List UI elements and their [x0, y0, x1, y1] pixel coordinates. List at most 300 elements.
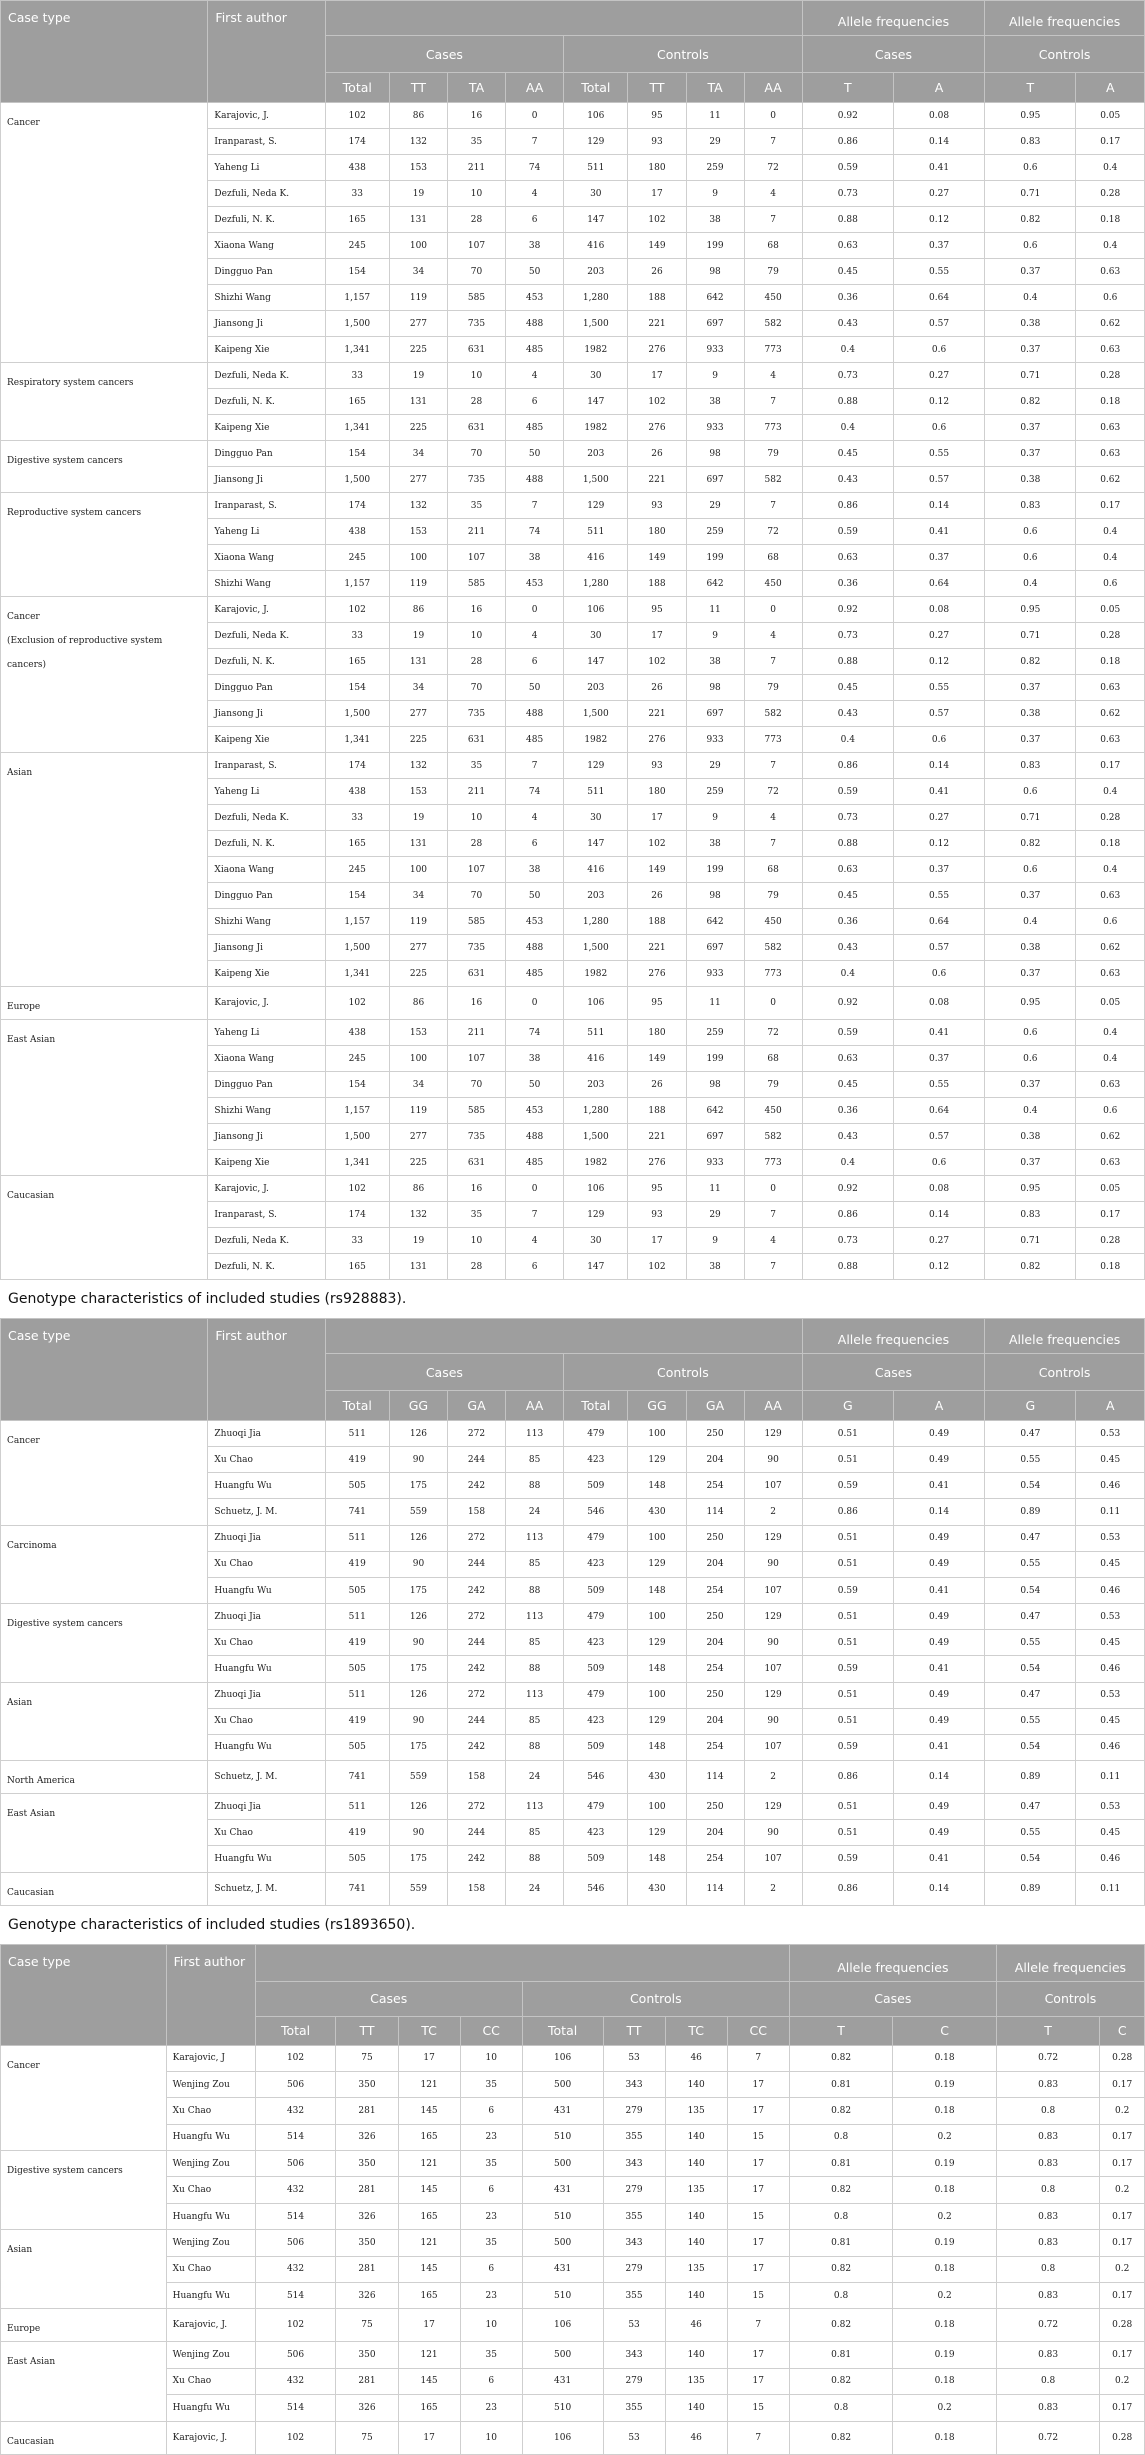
value-cell: 343 [603, 2151, 665, 2177]
value-cell: 140 [665, 2151, 727, 2177]
case-type-label: Caucasian [7, 2436, 55, 2447]
value-cell: 74 [506, 519, 564, 545]
value-cell: 7 [744, 129, 802, 155]
value-cell: 0.28 [1076, 805, 1145, 831]
value-cell: 272 [447, 1421, 505, 1447]
value-cell: 279 [603, 2098, 665, 2124]
value-cell: 174 [325, 129, 389, 155]
value-cell: 438 [325, 779, 389, 805]
value-cell: 0.54 [985, 1577, 1076, 1603]
value-cell: 4 [506, 1228, 564, 1254]
value-cell: 277 [389, 1124, 447, 1150]
value-cell: 0.47 [985, 1421, 1076, 1447]
header-af-controls: Controls [985, 1354, 1145, 1391]
value-cell: 10 [447, 805, 505, 831]
value-cell: 129 [564, 129, 628, 155]
author-cell: Kaipeng Xie [208, 1150, 325, 1176]
value-cell: 0.37 [985, 259, 1076, 285]
value-cell: 132 [389, 1202, 447, 1228]
author-cell: Huangfu Wu [166, 2395, 255, 2421]
column-header: TC [398, 2016, 460, 2045]
value-cell: 0.59 [802, 519, 893, 545]
value-cell: 10 [447, 623, 505, 649]
value-cell: 0.63 [802, 545, 893, 571]
value-cell: 0.2 [893, 2395, 997, 2421]
value-cell: 15 [727, 2124, 789, 2150]
value-cell: 242 [447, 1473, 505, 1499]
value-cell: 0.55 [985, 1820, 1076, 1846]
value-cell: 2 [744, 1499, 802, 1525]
value-cell: 98 [686, 883, 744, 909]
value-cell: 0.73 [802, 363, 893, 389]
value-cell: 7 [727, 2421, 789, 2454]
case-type-cell [1, 1794, 208, 1872]
value-cell: 0.47 [985, 1794, 1076, 1820]
value-cell: 16 [447, 597, 505, 623]
value-cell: 0.37 [985, 961, 1076, 987]
case-type-cell [1, 2309, 167, 2342]
value-cell: 0.18 [893, 2045, 997, 2071]
value-cell: 585 [447, 1098, 505, 1124]
value-cell: 15 [727, 2395, 789, 2421]
value-cell: 17 [727, 2368, 789, 2394]
column-header: T [985, 73, 1076, 103]
author-cell: Xu Chao [166, 2098, 255, 2124]
value-cell: 0.17 [1100, 2071, 1145, 2097]
value-cell: 0.55 [893, 441, 984, 467]
value-cell: 0.12 [893, 1254, 984, 1280]
value-cell: 72 [744, 779, 802, 805]
case-type-cell [1, 1872, 208, 1905]
author-cell: Dezfuli, Neda K. [208, 1228, 325, 1254]
author-cell: Dezfuli, N. K. [208, 207, 325, 233]
value-cell: 26 [628, 675, 686, 701]
value-cell: 24 [506, 1499, 564, 1525]
value-cell: 38 [686, 207, 744, 233]
value-cell: 70 [447, 441, 505, 467]
value-cell: 100 [628, 1525, 686, 1551]
value-cell: 0.83 [985, 129, 1076, 155]
value-cell: 147 [564, 649, 628, 675]
value-cell: 0.73 [802, 623, 893, 649]
value-cell: 500 [522, 2342, 603, 2368]
case-type-label: East Asian [7, 1035, 56, 1045]
value-cell: 510 [522, 2283, 603, 2309]
value-cell: 0.4 [1076, 1020, 1145, 1046]
value-cell: 17 [398, 2045, 460, 2071]
table-row [1, 1794, 1145, 1820]
value-cell: 126 [389, 1604, 447, 1630]
table-row [1, 2045, 1145, 2071]
value-cell: 259 [686, 779, 744, 805]
value-cell: 68 [744, 233, 802, 259]
case-type-cell [1, 363, 208, 441]
value-cell: 0.37 [893, 1046, 984, 1072]
value-cell: 10 [460, 2421, 522, 2454]
value-cell: 505 [325, 1577, 389, 1603]
value-cell: 119 [389, 909, 447, 935]
value-cell: 90 [389, 1820, 447, 1846]
value-cell: 38 [506, 1046, 564, 1072]
value-cell: 0.72 [996, 2309, 1100, 2342]
value-cell: 15 [727, 2283, 789, 2309]
value-cell: 204 [686, 1630, 744, 1656]
value-cell: 0.36 [802, 1098, 893, 1124]
value-cell: 0.2 [893, 2283, 997, 2309]
value-cell: 0.37 [985, 441, 1076, 467]
value-cell: 35 [460, 2230, 522, 2256]
author-cell: Huangfu Wu [208, 1473, 325, 1499]
value-cell: 242 [447, 1734, 505, 1760]
value-cell: 4 [744, 363, 802, 389]
value-cell: 0.6 [985, 545, 1076, 571]
value-cell: 100 [628, 1421, 686, 1447]
author-cell: Xu Chao [208, 1447, 325, 1473]
value-cell: 0.37 [893, 857, 984, 883]
value-cell: 0.6 [985, 519, 1076, 545]
value-cell: 0.08 [893, 987, 984, 1020]
value-cell: 7 [744, 389, 802, 415]
value-cell: 188 [628, 571, 686, 597]
value-cell: 511 [564, 779, 628, 805]
value-cell: 1,500 [325, 1124, 389, 1150]
value-cell: 129 [628, 1820, 686, 1846]
value-cell: 277 [389, 467, 447, 493]
value-cell: 0.11 [1076, 1499, 1145, 1525]
value-cell: 114 [686, 1761, 744, 1794]
case-type-label: Cancer [7, 118, 40, 128]
value-cell: 0.88 [802, 1254, 893, 1280]
value-cell: 0.53 [1076, 1604, 1145, 1630]
header-case-type: Case type [1, 1, 208, 103]
author-cell: Jiansong Ji [208, 311, 325, 337]
value-cell: 221 [628, 1124, 686, 1150]
value-cell: 0.41 [893, 1734, 984, 1760]
table-caption: Genotype characteristics of included studies (rs928883). [0, 1280, 1145, 1318]
value-cell: 9 [686, 363, 744, 389]
value-cell: 140 [665, 2395, 727, 2421]
value-cell: 204 [686, 1447, 744, 1473]
value-cell: 0.38 [985, 467, 1076, 493]
value-cell: 697 [686, 467, 744, 493]
header-cases: Cases [255, 1981, 522, 2016]
value-cell: 0.28 [1076, 181, 1145, 207]
value-cell: 277 [389, 935, 447, 961]
case-type-label: Digestive system cancers [7, 456, 123, 466]
value-cell: 46 [665, 2309, 727, 2342]
value-cell: 126 [389, 1421, 447, 1447]
value-cell: 514 [255, 2124, 336, 2150]
value-cell: 86 [389, 103, 447, 129]
value-cell: 17 [727, 2098, 789, 2124]
value-cell: 741 [325, 1872, 389, 1905]
value-cell: 0.18 [1076, 1254, 1145, 1280]
value-cell: 28 [447, 831, 505, 857]
value-cell: 0.08 [893, 1176, 984, 1202]
value-cell: 0.83 [996, 2151, 1100, 2177]
column-header: AA [506, 1391, 564, 1421]
value-cell: 0.6 [893, 415, 984, 441]
author-cell: Zhuoqi Jia [208, 1604, 325, 1630]
case-type-cell [1, 493, 208, 597]
value-cell: 0 [506, 597, 564, 623]
value-cell: 16 [447, 103, 505, 129]
value-cell: 250 [686, 1682, 744, 1708]
value-cell: 500 [522, 2230, 603, 2256]
column-header: GG [389, 1391, 447, 1421]
header-allele-frequencies-cases-group: Allele frequencies [802, 1, 985, 36]
case-type-label: Europe [7, 2324, 41, 2335]
value-cell: 203 [564, 1072, 628, 1098]
value-cell: 0.49 [893, 1630, 984, 1656]
value-cell: 121 [398, 2342, 460, 2368]
value-cell: 0.05 [1076, 103, 1145, 129]
header-cases: Cases [325, 1354, 564, 1391]
value-cell: 505 [325, 1846, 389, 1872]
value-cell: 7 [744, 831, 802, 857]
value-cell: 75 [336, 2309, 398, 2342]
value-cell: 149 [628, 233, 686, 259]
value-cell: 0.57 [893, 311, 984, 337]
value-cell: 158 [447, 1761, 505, 1794]
value-cell: 149 [628, 545, 686, 571]
value-cell: 102 [628, 207, 686, 233]
value-cell: 98 [686, 675, 744, 701]
value-cell: 0.59 [802, 155, 893, 181]
case-type-label: North America [7, 1776, 75, 1787]
value-cell: 34 [389, 883, 447, 909]
value-cell: 0.37 [985, 1150, 1076, 1176]
value-cell: 933 [686, 337, 744, 363]
value-cell: 0.28 [1076, 1228, 1145, 1254]
header-af-cases: Cases [802, 36, 985, 73]
value-cell: 0.43 [802, 935, 893, 961]
value-cell: 10 [447, 181, 505, 207]
header-first-author: First author [166, 1944, 255, 2045]
value-cell: 100 [389, 857, 447, 883]
value-cell: 188 [628, 285, 686, 311]
value-cell: 2 [744, 1872, 802, 1905]
column-header: T [802, 73, 893, 103]
value-cell: 98 [686, 1072, 744, 1098]
author-cell: Shizhi Wang [208, 1098, 325, 1124]
value-cell: 106 [522, 2309, 603, 2342]
value-cell: 0.4 [802, 961, 893, 987]
value-cell: 0.49 [893, 1551, 984, 1577]
value-cell: 631 [447, 1150, 505, 1176]
value-cell: 343 [603, 2071, 665, 2097]
table-row [1, 1020, 1145, 1046]
value-cell: 0.14 [893, 1872, 984, 1905]
value-cell: 0.83 [996, 2230, 1100, 2256]
value-cell: 0.45 [1076, 1447, 1145, 1473]
value-cell: 0.88 [802, 389, 893, 415]
value-cell: 17 [398, 2421, 460, 2454]
value-cell: 272 [447, 1604, 505, 1630]
value-cell: 90 [744, 1708, 802, 1734]
value-cell: 511 [325, 1525, 389, 1551]
value-cell: 129 [744, 1682, 802, 1708]
value-cell: 4 [744, 1228, 802, 1254]
value-cell: 281 [336, 2256, 398, 2282]
value-cell: 86 [389, 987, 447, 1020]
value-cell: 106 [564, 987, 628, 1020]
value-cell: 642 [686, 285, 744, 311]
author-cell: Dingguo Pan [208, 675, 325, 701]
author-cell: Xu Chao [166, 2177, 255, 2203]
value-cell: 113 [506, 1604, 564, 1630]
value-cell: 131 [389, 207, 447, 233]
value-cell: 100 [389, 1046, 447, 1072]
value-cell: 254 [686, 1577, 744, 1603]
value-cell: 79 [744, 1072, 802, 1098]
column-header: G [985, 1391, 1076, 1421]
value-cell: 0.51 [802, 1551, 893, 1577]
value-cell: 485 [506, 961, 564, 987]
value-cell: 0.8 [789, 2395, 893, 2421]
value-cell: 419 [325, 1820, 389, 1846]
value-cell: 7 [744, 493, 802, 519]
case-type-label: Europe [7, 1002, 41, 1012]
value-cell: 0.59 [802, 1846, 893, 1872]
value-cell: 242 [447, 1577, 505, 1603]
value-cell: 50 [506, 883, 564, 909]
value-cell: 6 [506, 1254, 564, 1280]
value-cell: 0.2 [1100, 2177, 1145, 2203]
value-cell: 0.47 [985, 1682, 1076, 1708]
value-cell: 0.18 [893, 2368, 997, 2394]
case-type-cell [1, 987, 208, 1020]
value-cell: 153 [389, 155, 447, 181]
case-type-label: Caucasian [7, 1887, 55, 1898]
author-cell: Shizhi Wang [208, 909, 325, 935]
table-row [1, 103, 1145, 129]
value-cell: 113 [506, 1525, 564, 1551]
value-cell: 0.14 [893, 493, 984, 519]
value-cell: 0.4 [802, 1150, 893, 1176]
value-cell: 735 [447, 467, 505, 493]
value-cell: 1982 [564, 961, 628, 987]
value-cell: 107 [744, 1473, 802, 1499]
author-cell: Iranparast, S. [208, 129, 325, 155]
value-cell: 431 [522, 2256, 603, 2282]
value-cell: 450 [744, 571, 802, 597]
value-cell: 148 [628, 1473, 686, 1499]
case-type-label: Digestive system cancers [7, 1619, 123, 1630]
value-cell: 90 [744, 1820, 802, 1846]
value-cell: 0.12 [893, 831, 984, 857]
value-cell: 697 [686, 701, 744, 727]
value-cell: 0.45 [802, 441, 893, 467]
value-cell: 158 [447, 1872, 505, 1905]
value-cell: 0.38 [985, 311, 1076, 337]
value-cell: 431 [522, 2098, 603, 2124]
column-header: GG [628, 1391, 686, 1421]
author-cell: Dezfuli, N. K. [208, 1254, 325, 1280]
table-row [1, 441, 1145, 467]
value-cell: 175 [389, 1846, 447, 1872]
value-cell: 0.45 [1076, 1551, 1145, 1577]
value-cell: 72 [744, 1020, 802, 1046]
value-cell: 0.82 [985, 831, 1076, 857]
value-cell: 38 [686, 831, 744, 857]
value-cell: 0.53 [1076, 1421, 1145, 1447]
value-cell: 119 [389, 1098, 447, 1124]
value-cell: 279 [603, 2368, 665, 2394]
value-cell: 0.89 [985, 1761, 1076, 1794]
value-cell: 432 [255, 2177, 336, 2203]
value-cell: 0.72 [996, 2421, 1100, 2454]
value-cell: 175 [389, 1656, 447, 1682]
author-cell: Xu Chao [208, 1630, 325, 1656]
value-cell: 244 [447, 1820, 505, 1846]
value-cell: 242 [447, 1846, 505, 1872]
value-cell: 0.11 [1076, 1761, 1145, 1794]
case-type-label: Cancer [7, 2060, 40, 2071]
value-cell: 98 [686, 259, 744, 285]
value-cell: 0.62 [1076, 1124, 1145, 1150]
header-blank [255, 1944, 789, 1981]
value-cell: 431 [522, 2177, 603, 2203]
value-cell: 0.12 [893, 207, 984, 233]
value-cell: 0.2 [893, 2124, 997, 2150]
value-cell: 559 [389, 1761, 447, 1794]
value-cell: 106 [564, 597, 628, 623]
column-header: Total [255, 2016, 336, 2045]
value-cell: 0.82 [985, 389, 1076, 415]
author-cell: Xiaona Wang [208, 1046, 325, 1072]
value-cell: 158 [447, 1499, 505, 1525]
value-cell: 33 [325, 623, 389, 649]
author-cell: Wenjing Zou [166, 2071, 255, 2097]
value-cell: 933 [686, 415, 744, 441]
author-cell: Karajovic, J. [208, 597, 325, 623]
value-cell: 0.05 [1076, 597, 1145, 623]
author-cell: Karajovic, J. [208, 1176, 325, 1202]
value-cell: 174 [325, 753, 389, 779]
value-cell: 113 [506, 1421, 564, 1447]
value-cell: 0.45 [802, 259, 893, 285]
author-cell: Huangfu Wu [166, 2203, 255, 2229]
table-caption: Genotype characteristics of included studies (rs1893650). [0, 1906, 1145, 1944]
value-cell: 30 [564, 1228, 628, 1254]
value-cell: 453 [506, 571, 564, 597]
value-cell: 175 [389, 1734, 447, 1760]
author-cell: Zhuoqi Jia [208, 1421, 325, 1447]
column-header: TC [665, 2016, 727, 2045]
case-type-cell [1, 1604, 208, 1682]
value-cell: 0.19 [893, 2230, 997, 2256]
value-cell: 0.92 [802, 597, 893, 623]
value-cell: 140 [665, 2124, 727, 2150]
value-cell: 0.37 [985, 675, 1076, 701]
table-row [1, 2368, 1145, 2394]
value-cell: 0.55 [893, 259, 984, 285]
value-cell: 0.18 [1076, 649, 1145, 675]
value-cell: 28 [447, 1254, 505, 1280]
value-cell: 0.62 [1076, 701, 1145, 727]
value-cell: 0.49 [893, 1682, 984, 1708]
value-cell: 35 [460, 2071, 522, 2097]
author-cell: Dezfuli, Neda K. [208, 363, 325, 389]
value-cell: 154 [325, 441, 389, 467]
column-header: G [802, 1391, 893, 1421]
value-cell: 0.18 [893, 2309, 997, 2342]
value-cell: 0.53 [1076, 1525, 1145, 1551]
value-cell: 585 [447, 571, 505, 597]
value-cell: 90 [389, 1708, 447, 1734]
value-cell: 631 [447, 337, 505, 363]
